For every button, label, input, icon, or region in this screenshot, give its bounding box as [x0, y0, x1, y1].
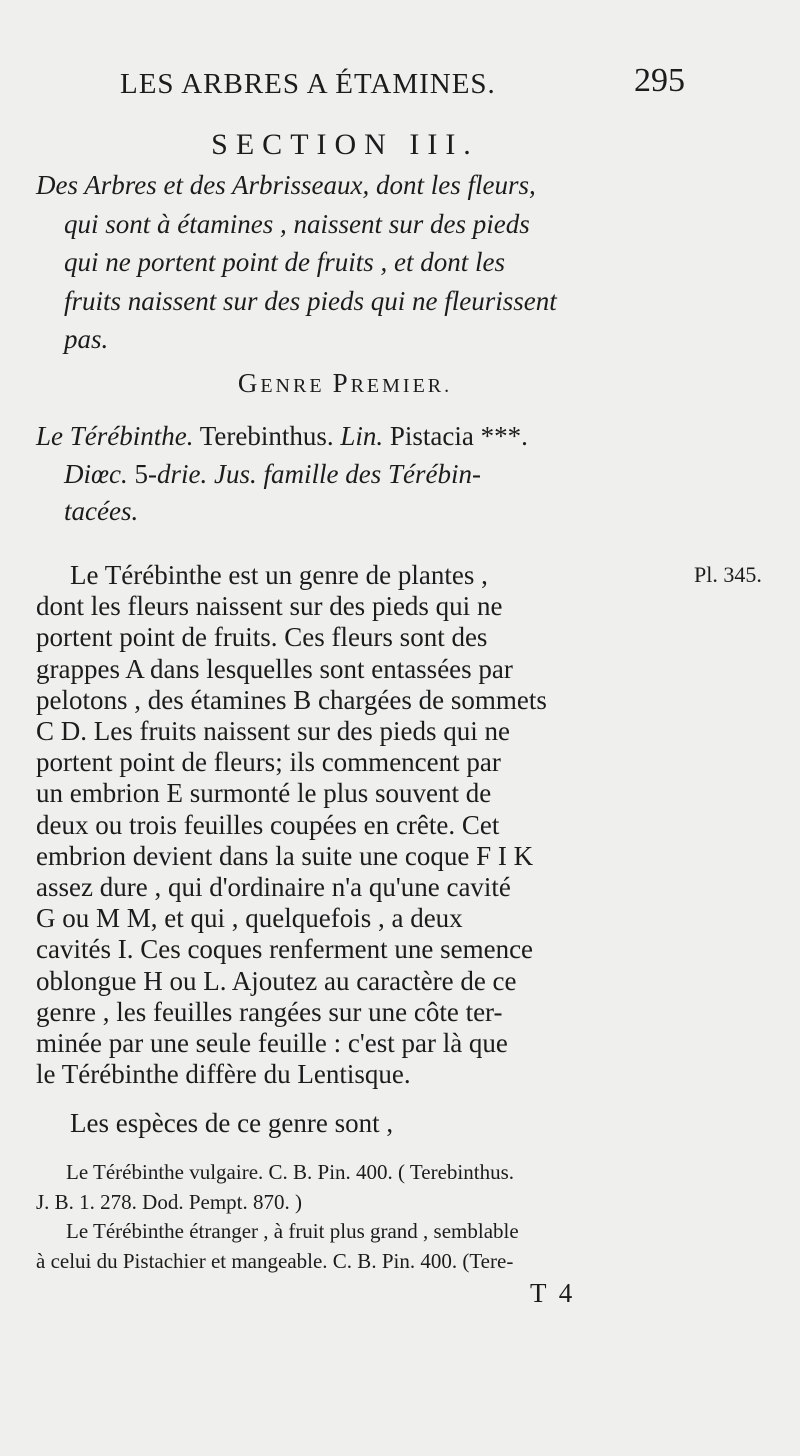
plate-reference: Pl. 345. — [694, 562, 762, 587]
entry-line: tacées. — [64, 496, 139, 526]
entry-line — [36, 456, 696, 494]
genre-title — [0, 368, 690, 399]
entry-authority: Lin. — [340, 421, 384, 451]
genre-word: REMIER. — [350, 375, 453, 397]
body-line: Le Térébinthe est un genre de plantes , — [70, 560, 488, 590]
body-line: deux ou trois feuilles coupées en crête. Cet — [36, 809, 500, 840]
entry-family: famille des Térébin- — [256, 458, 481, 489]
entry-jussieu: Jus. — [207, 458, 257, 489]
body-line: un embrion E surmonté le plus souvent de — [36, 778, 492, 809]
body-line: genre , les feuilles rangées sur une côte ter- — [36, 996, 503, 1027]
entry-order: drie. — [157, 458, 208, 489]
running-title: LES ARBRES A ÉTAMINES. — [120, 68, 496, 100]
heading-line: qui ne portent point de fruits , et dont les — [64, 247, 505, 277]
body-paragraph — [36, 560, 696, 1090]
heading-line: Des Arbres et des Arbrisseaux, dont les fleurs, — [36, 170, 536, 200]
entry-number: 5- — [127, 458, 157, 489]
body-line: le Térébinthe diffère du Lentisque. — [36, 1059, 411, 1090]
section-title: SECTION III. — [211, 128, 479, 161]
signature-mark: T 4 — [530, 1278, 576, 1308]
heading-line: qui sont à étamines , naissent sur des pieds — [64, 208, 530, 239]
body-line: cavités I. Ces coques renferment une semence — [36, 934, 534, 965]
body-line: C D. Les fruits naissent sur des pieds qui ne — [36, 716, 510, 747]
body-line: grappes A dans lesquelles sont entassées par — [36, 653, 513, 684]
entry-synonym: Pistacia ***. — [383, 421, 528, 451]
species-line: Le Térébinthe étranger , à fruit plus grand , semblable — [66, 1219, 519, 1243]
genre-cap: G — [237, 368, 261, 398]
page-header — [120, 62, 685, 106]
body-line: pelotons , des étamines B chargées de sommets — [36, 684, 547, 715]
section-heading — [36, 166, 696, 359]
species-line: J. B. 1. 278. Dod. Pempt. 870. ) — [36, 1189, 303, 1214]
genre-cap: P — [332, 368, 351, 398]
species-line: à celui du Pistachier et mangeable. C. B. Pin. 400. (Tere- — [36, 1248, 514, 1273]
entry-line — [36, 418, 696, 456]
body-line: G ou M M, et qui , quelquefois , a deux — [36, 903, 463, 934]
entry-french-name: Le Térébinthe. — [36, 421, 194, 451]
entry-latin-name: Terebinthus. — [193, 421, 341, 451]
heading-line: fruits naissent sur des pieds qui ne fleurissent — [64, 285, 557, 316]
entry-class: Diœc. — [64, 458, 128, 489]
genus-entry — [36, 418, 696, 531]
body-line: minée par une seule feuille : c'est par là que — [36, 1028, 508, 1059]
page-number: 295 — [634, 62, 685, 99]
body-line: dont les fleurs naissent sur des pieds qui ne — [36, 591, 503, 622]
species-line: Le Térébinthe vulgaire. C. B. Pin. 400. ( Terebinthus. — [66, 1160, 515, 1184]
genre-word: ENRE — [260, 375, 325, 397]
species-list — [36, 1158, 696, 1276]
body-line: assez dure , qui d'ordinaire n'a qu'une cavité — [36, 872, 511, 903]
body-line: portent point de fleurs; ils commencent par — [36, 747, 501, 778]
species-intro: Les espèces de ce genre sont , — [70, 1108, 394, 1138]
heading-line: pas. — [64, 324, 109, 354]
body-line: oblongue H ou L. Ajoutez au caractère de ce — [36, 965, 517, 996]
body-line: portent point de fruits. Ces fleurs sont des — [36, 622, 488, 653]
body-line: embrion devient dans la suite une coque F I K — [36, 840, 534, 871]
